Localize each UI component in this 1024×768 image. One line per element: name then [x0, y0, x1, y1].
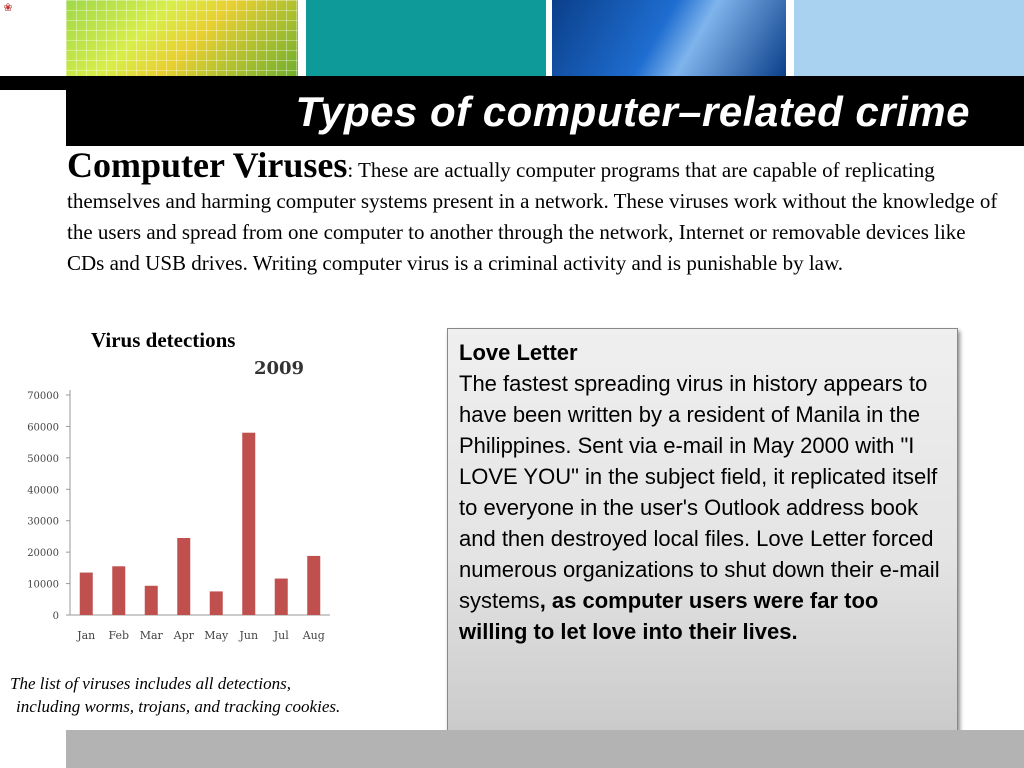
y-tick-label: 10000 [27, 579, 59, 591]
intro-paragraph [67, 145, 1002, 279]
love-letter-body: The fastest spreading virus in history appears to have been written by a resident of Manila in the Philippines. Sent via e-mail in May 2000 with "I LOVE YOU" in the subject field, it replicated itself to everyone in the user's Outlook address book and then destroyed local files. Love Letter forced numerous organizations to shut down their e-mail systems [459, 371, 940, 613]
x-tick-label: May [204, 629, 229, 642]
intro-text: : These are actually computer programs that are capable of replicating themselves and harming computer systems present in a network. These viruses work without the knowledge of the users and spread from one computer to another through the network, Internet or removable devices like CDs and USB drives. Writing computer virus is a criminal activity and is punishable by law. [67, 158, 998, 275]
y-tick-label: 0 [52, 611, 59, 622]
y-tick-label: 60000 [27, 422, 59, 434]
love-letter-box [447, 328, 958, 740]
bar-feb [112, 566, 125, 615]
y-tick-label: 50000 [27, 453, 59, 465]
left-accent-bar [0, 76, 66, 90]
bar-aug [307, 556, 320, 615]
y-tick-label: 20000 [27, 548, 59, 560]
chart-title: 2009 [253, 358, 305, 379]
x-tick-label: Feb [108, 629, 130, 642]
virus-detections-chart [0, 350, 345, 650]
header-image-blue [552, 0, 786, 76]
x-tick-label: Aug [302, 629, 325, 642]
x-tick-label: Jun [239, 629, 259, 642]
chart-caption [10, 672, 340, 718]
love-letter-emphasis: , as computer users were far too willing to let love into their lives. [459, 588, 879, 644]
slide-icon: ❀ [3, 1, 13, 14]
intro-heading: Computer Viruses [67, 145, 348, 185]
header-image-green [66, 0, 298, 76]
x-tick-label: Jul [273, 629, 289, 642]
header-block-light-blue [794, 0, 1024, 76]
x-tick-label: Mar [139, 629, 163, 642]
bar-jan [80, 573, 93, 615]
x-tick-label: Apr [173, 629, 194, 642]
caption-line-1: The list of viruses includes all detections, [10, 674, 291, 693]
bar-apr [177, 538, 190, 615]
y-tick-label: 30000 [27, 516, 59, 528]
x-tick-label: Jan [77, 629, 96, 642]
bar-may [210, 591, 223, 615]
y-tick-label: 70000 [27, 391, 59, 402]
y-tick-label: 40000 [27, 485, 59, 497]
bar-mar [145, 586, 158, 615]
slide-title: Types of computer–related crime [295, 88, 970, 135]
header-block-teal [306, 0, 546, 76]
title-bar [66, 76, 1024, 146]
bar-jul [275, 579, 288, 615]
chart-heading: Virus detections [91, 328, 236, 352]
love-letter-heading: Love Letter [459, 340, 578, 365]
bottom-bar [66, 730, 1024, 768]
bar-jun [242, 433, 255, 615]
caption-line-2: including worms, trojans, and tracking cookies. [16, 697, 341, 716]
